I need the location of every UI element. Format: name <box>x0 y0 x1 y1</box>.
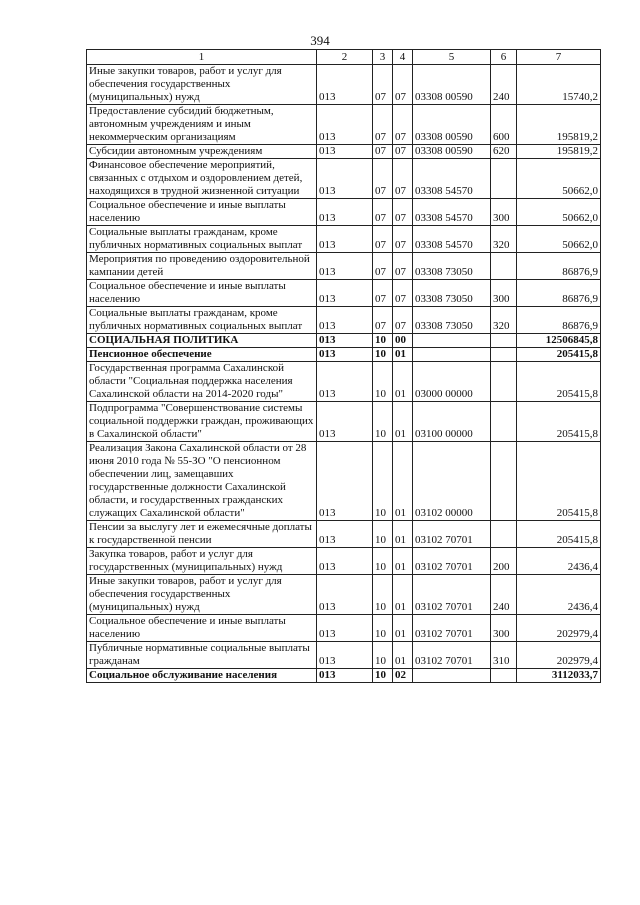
row-ministry-code: 013 <box>317 65 373 105</box>
row-target-code <box>413 334 491 348</box>
row-ministry-code: 013 <box>317 642 373 669</box>
row-amount: 205415,8 <box>517 442 601 521</box>
header-col-3: 3 <box>373 50 393 65</box>
row-subsection-code: 07 <box>393 159 413 199</box>
row-subsection-code: 07 <box>393 65 413 105</box>
table-row <box>87 402 601 442</box>
row-section-code: 07 <box>373 280 393 307</box>
row-ministry-code: 013 <box>317 253 373 280</box>
row-name: Иные закупки товаров, работ и услуг для обеспечения государственных (муниципальных) нужд <box>87 575 317 615</box>
row-section-code: 10 <box>373 362 393 402</box>
header-col-7: 7 <box>517 50 601 65</box>
row-target-code: 03102 70701 <box>413 575 491 615</box>
row-expense-type-code: 240 <box>491 65 517 105</box>
table-row <box>87 145 601 159</box>
table-row <box>87 159 601 199</box>
table-body <box>87 65 601 683</box>
row-ministry-code: 013 <box>317 575 373 615</box>
header-col-5: 5 <box>413 50 491 65</box>
row-name: Социальные выплаты гражданам, кроме публичных нормативных социальных выплат <box>87 226 317 253</box>
row-amount: 15740,2 <box>517 65 601 105</box>
row-expense-type-code: 300 <box>491 280 517 307</box>
row-amount: 202979,4 <box>517 642 601 669</box>
row-target-code: 03102 70701 <box>413 548 491 575</box>
row-target-code: 03308 73050 <box>413 307 491 334</box>
row-amount: 2436,4 <box>517 575 601 615</box>
row-subsection-code: 07 <box>393 145 413 159</box>
row-target-code: 03308 00590 <box>413 65 491 105</box>
row-amount: 2436,4 <box>517 548 601 575</box>
row-subsection-code: 01 <box>393 521 413 548</box>
row-section-code: 10 <box>373 615 393 642</box>
table-row <box>87 199 601 226</box>
row-subsection-code: 07 <box>393 105 413 145</box>
row-subsection-code: 01 <box>393 402 413 442</box>
row-target-code: 03100 00000 <box>413 402 491 442</box>
row-subsection-code: 00 <box>393 334 413 348</box>
row-expense-type-code <box>491 442 517 521</box>
row-target-code: 03102 00000 <box>413 442 491 521</box>
row-subsection-code: 07 <box>393 199 413 226</box>
row-amount: 205415,8 <box>517 348 601 362</box>
row-amount: 202979,4 <box>517 615 601 642</box>
row-name: Социальные выплаты гражданам, кроме публичных нормативных социальных выплат <box>87 307 317 334</box>
row-ministry-code: 013 <box>317 199 373 226</box>
row-amount: 205415,8 <box>517 362 601 402</box>
row-ministry-code: 013 <box>317 145 373 159</box>
row-expense-type-code <box>491 402 517 442</box>
row-amount: 12506845,8 <box>517 334 601 348</box>
row-expense-type-code: 300 <box>491 199 517 226</box>
row-target-code: 03102 70701 <box>413 615 491 642</box>
row-ministry-code: 013 <box>317 362 373 402</box>
row-name: СОЦИАЛЬНАЯ ПОЛИТИКА <box>87 334 317 348</box>
row-target-code: 03308 73050 <box>413 253 491 280</box>
row-name: Иные закупки товаров, работ и услуг для обеспечения государственных (муниципальных) нужд <box>87 65 317 105</box>
table-row <box>87 442 601 521</box>
header-col-4: 4 <box>393 50 413 65</box>
table-row <box>87 65 601 105</box>
row-section-code: 07 <box>373 307 393 334</box>
row-subsection-code: 01 <box>393 362 413 402</box>
row-amount: 86876,9 <box>517 307 601 334</box>
row-amount: 195819,2 <box>517 105 601 145</box>
row-section-code: 10 <box>373 442 393 521</box>
row-amount: 50662,0 <box>517 226 601 253</box>
row-ministry-code: 013 <box>317 307 373 334</box>
row-section-code: 07 <box>373 159 393 199</box>
row-section-code: 07 <box>373 253 393 280</box>
row-name: Финансовое обеспечение мероприятий, связанных с отдыхом и оздоровлением детей, находящихся в трудной жизненной ситуации <box>87 159 317 199</box>
row-name: Пенсии за выслугу лет и ежемесячные доплаты к государственной пенсии <box>87 521 317 548</box>
row-target-code: 03102 70701 <box>413 642 491 669</box>
row-name: Пенсионное обеспечение <box>87 348 317 362</box>
table-row <box>87 548 601 575</box>
row-target-code: 03308 00590 <box>413 145 491 159</box>
row-ministry-code: 013 <box>317 548 373 575</box>
row-section-code: 07 <box>373 105 393 145</box>
row-subsection-code: 07 <box>393 253 413 280</box>
row-ministry-code: 013 <box>317 521 373 548</box>
row-target-code <box>413 348 491 362</box>
table-row <box>87 348 601 362</box>
row-name: Субсидии автономным учреждениям <box>87 145 317 159</box>
row-name: Государственная программа Сахалинской области "Социальная поддержка населения Сахалинской области на 2014-2020 годы" <box>87 362 317 402</box>
row-name: Социальное обеспечение и иные выплаты населению <box>87 199 317 226</box>
row-section-code: 07 <box>373 145 393 159</box>
row-expense-type-code <box>491 348 517 362</box>
row-target-code: 03000 00000 <box>413 362 491 402</box>
row-name: Предоставление субсидий бюджетным, автономным учреждениям и иным некоммерческим организациям <box>87 105 317 145</box>
row-expense-type-code: 620 <box>491 145 517 159</box>
row-subsection-code: 01 <box>393 575 413 615</box>
table-row <box>87 615 601 642</box>
row-ministry-code: 013 <box>317 348 373 362</box>
row-expense-type-code: 600 <box>491 105 517 145</box>
row-subsection-code: 01 <box>393 348 413 362</box>
row-name: Подпрограмма "Совершенствование системы социальной поддержки граждан, проживающих в Сахалинской области" <box>87 402 317 442</box>
row-expense-type-code <box>491 669 517 683</box>
row-ministry-code: 013 <box>317 226 373 253</box>
header-col-1: 1 <box>87 50 317 65</box>
header-col-2: 2 <box>317 50 373 65</box>
table-header-row <box>87 50 601 65</box>
row-expense-type-code <box>491 362 517 402</box>
row-expense-type-code: 200 <box>491 548 517 575</box>
row-expense-type-code <box>491 521 517 548</box>
row-name: Социальное обеспечение и иные выплаты населению <box>87 280 317 307</box>
table-row <box>87 253 601 280</box>
table-row <box>87 334 601 348</box>
budget-table <box>86 49 601 683</box>
table-row <box>87 521 601 548</box>
row-expense-type-code: 300 <box>491 615 517 642</box>
row-subsection-code: 07 <box>393 280 413 307</box>
row-target-code: 03102 70701 <box>413 521 491 548</box>
page-number: 394 <box>310 33 330 48</box>
row-expense-type-code: 240 <box>491 575 517 615</box>
row-name: Социальное обеспечение и иные выплаты населению <box>87 615 317 642</box>
row-name: Социальное обслуживание населения <box>87 669 317 683</box>
header-col-6: 6 <box>491 50 517 65</box>
row-section-code: 07 <box>373 65 393 105</box>
row-section-code: 10 <box>373 348 393 362</box>
row-subsection-code: 01 <box>393 642 413 669</box>
row-section-code: 10 <box>373 669 393 683</box>
row-section-code: 07 <box>373 199 393 226</box>
row-ministry-code: 013 <box>317 280 373 307</box>
table-row <box>87 362 601 402</box>
row-subsection-code: 01 <box>393 615 413 642</box>
row-name: Мероприятия по проведению оздоровительной кампании детей <box>87 253 317 280</box>
row-expense-type-code: 310 <box>491 642 517 669</box>
row-name: Закупка товаров, работ и услуг для государственных (муниципальных) нужд <box>87 548 317 575</box>
row-amount: 195819,2 <box>517 145 601 159</box>
row-subsection-code: 02 <box>393 669 413 683</box>
row-section-code: 07 <box>373 226 393 253</box>
row-target-code: 03308 54570 <box>413 159 491 199</box>
row-target-code: 03308 54570 <box>413 226 491 253</box>
row-expense-type-code: 320 <box>491 226 517 253</box>
row-section-code: 10 <box>373 521 393 548</box>
row-subsection-code: 01 <box>393 548 413 575</box>
table-row <box>87 280 601 307</box>
row-amount: 50662,0 <box>517 159 601 199</box>
row-section-code: 10 <box>373 642 393 669</box>
row-ministry-code: 013 <box>317 442 373 521</box>
table-row <box>87 226 601 253</box>
row-section-code: 10 <box>373 402 393 442</box>
row-section-code: 10 <box>373 575 393 615</box>
row-subsection-code: 07 <box>393 307 413 334</box>
table-row <box>87 642 601 669</box>
row-subsection-code: 01 <box>393 442 413 521</box>
row-expense-type-code <box>491 253 517 280</box>
row-ministry-code: 013 <box>317 615 373 642</box>
row-amount: 86876,9 <box>517 253 601 280</box>
row-target-code: 03308 73050 <box>413 280 491 307</box>
table-row <box>87 307 601 334</box>
row-target-code: 03308 54570 <box>413 199 491 226</box>
row-subsection-code: 07 <box>393 226 413 253</box>
row-expense-type-code <box>491 159 517 199</box>
row-amount: 50662,0 <box>517 199 601 226</box>
row-amount: 205415,8 <box>517 521 601 548</box>
row-ministry-code: 013 <box>317 105 373 145</box>
row-amount: 3112033,7 <box>517 669 601 683</box>
row-ministry-code: 013 <box>317 402 373 442</box>
row-section-code: 10 <box>373 548 393 575</box>
row-section-code: 10 <box>373 334 393 348</box>
row-expense-type-code <box>491 334 517 348</box>
table-row <box>87 575 601 615</box>
row-target-code <box>413 669 491 683</box>
table-row <box>87 105 601 145</box>
row-expense-type-code: 320 <box>491 307 517 334</box>
row-name: Публичные нормативные социальные выплаты гражданам <box>87 642 317 669</box>
table-row <box>87 669 601 683</box>
row-name: Реализация Закона Сахалинской области от 28 июня 2010 года № 55-ЗО "О пенсионном обеспечении лиц, замещавших государственные должности Сахалинской области, и государственных гражданских служащих Сахалинской области" <box>87 442 317 521</box>
row-ministry-code: 013 <box>317 159 373 199</box>
row-amount: 205415,8 <box>517 402 601 442</box>
row-ministry-code: 013 <box>317 334 373 348</box>
row-target-code: 03308 00590 <box>413 105 491 145</box>
row-amount: 86876,9 <box>517 280 601 307</box>
row-ministry-code: 013 <box>317 669 373 683</box>
